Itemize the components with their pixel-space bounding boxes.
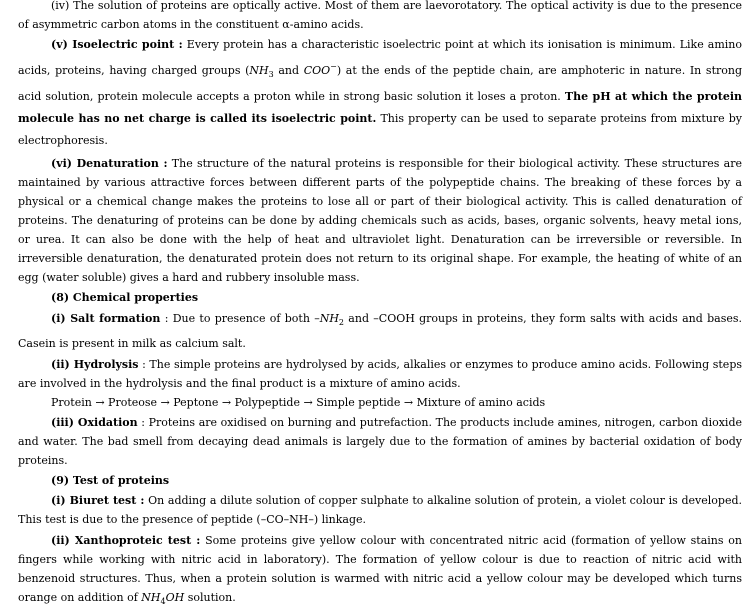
nh3-formula: $NH_3$ (249, 64, 274, 79)
heading-chemical-properties (18, 288, 742, 308)
hydrolysis-flow (18, 393, 742, 413)
denaturation-text: The structure of the natural proteins is responsible for their biological activity. These structures are maintained by various attractive forces between different parts of the polypeptide chains. The breaking of these forces by a physical or a chemical change makes the proteins to lose all or part of their biological activity. This is called denaturation of proteins. The denaturing of proteins can be done by adding chemicals such as acids, bases, organic solvents, heavy metal ions, or urea. It can also be done with the help of heat and ultraviolet light. Denaturation can be irreversible or reversible. In irreversible denaturation, the denaturated protein does not return to its original shape. For example, the heating of white of an egg (water soluble) gives a hard and rubbery insoluble mass. (18, 157, 743, 284)
paragraph-optical-activity (18, 0, 742, 34)
xanthoproteic-test-label: (ii) Xanthoproteic test : (51, 534, 201, 547)
flow-arrow-icon: → (403, 396, 414, 409)
coo-formula: COO− (303, 62, 337, 77)
paragraph-oxidation (18, 413, 742, 470)
isoelectric-text-3: This property can be used to separate proteins from mixture by electrophoresis. (18, 112, 742, 147)
flow-step-protein: Protein (51, 396, 92, 409)
flow-step-polypeptide: Polypeptide (234, 396, 300, 409)
flow-arrow-icon: → (95, 396, 105, 409)
flow-step-amino-acids: Mixture of amino acids (416, 396, 546, 409)
chemical-properties-heading-text: (8) Chemical properties (51, 291, 199, 304)
biuret-text: On adding a dilute solution of copper sulphate to alkaline solution of protein, a violet colour is developed. This test is due to the presence of peptide (–CO–NH–) linkage. (18, 494, 742, 526)
biuret-test-label: (i) Biuret test : (51, 494, 145, 507)
salt-formation-label: (i) Salt formation (51, 312, 161, 325)
oxidation-label: (iii) Oxidation (51, 416, 138, 429)
optical-activity-text: (iv) The solution of proteins are optically active. Most of them are laevorotatory. The optical activity is due to the presence of asymmetric carbon atoms in the constituent α-amino acids. (18, 0, 742, 31)
isoelectric-point-label: (v) Isoelectric point : (51, 38, 183, 51)
flow-step-peptone: Peptone (173, 396, 219, 409)
nh4oh-formula: $NH_4OH$ (141, 591, 185, 606)
heading-test-of-proteins (18, 471, 742, 491)
xanthoproteic-text-2: solution. (184, 591, 236, 604)
paragraph-denaturation (18, 154, 742, 287)
isoelectric-text-2: ) at the ends of the peptide chain, are amphoteric in nature. In strong acid solution, protein molecule accepts a proton while in strong basic solution it loses a proton. (18, 64, 742, 103)
flow-arrow-icon: → (303, 396, 313, 409)
denaturation-label: (vi) Denaturation : (51, 157, 168, 170)
nh2-formula: $NH_2$ (319, 312, 345, 327)
and-text: and (273, 64, 304, 77)
flow-arrow-icon: → (160, 396, 170, 409)
hydrolysis-label: (ii) Hydrolysis (51, 358, 139, 371)
isoelectric-text-1: Every protein has a characteristic isoelectric point at which its ionisation is minimum. Like amino acids, proteins, having charged groups ( (18, 38, 743, 77)
paragraph-hydrolysis (18, 355, 742, 393)
paragraph-salt-formation (18, 308, 742, 354)
paragraph-biuret-test (18, 491, 742, 529)
isoelectric-definition: The pH at which the protein molecule has no net charge is called its isoelectric point. (18, 90, 743, 125)
salt-text-1: : Due to presence of both – (160, 312, 320, 325)
flow-step-proteose: Proteose (108, 396, 158, 409)
paragraph-xanthoproteic-test (18, 531, 742, 611)
hydrolysis-text: : The simple proteins are hydrolysed by acids, alkalies or enzymes to produce amino acids. Following steps are involved in the hydrolysis and the final product is a mixture of amino acids. (18, 358, 743, 390)
flow-arrow-icon: → (221, 396, 232, 409)
paragraph-isoelectric-point (18, 34, 742, 152)
test-of-proteins-heading-text: (9) Test of proteins (51, 474, 170, 487)
xanthoproteic-text-1: Some proteins give yellow colour with concentrated nitric acid (formation of yellow stains on fingers while working with nitric acid in laboratory). The formation of yellow colour is due to reaction of nitric acid with benzenoid structures. Thus, when a protein solution is warmed with nitric acid a yellow colour may be developed which turns orange on addition of (18, 534, 742, 604)
flow-step-simple-peptide: Simple peptide (316, 396, 401, 409)
oxidation-text: : Proteins are oxidised on burning and putrefaction. The products include amines, nitrogen, carbon dioxide and water. The bad smell from decaying dead animals is largely due to the formation of amines by bacterial oxidation of body proteins. (18, 416, 742, 467)
salt-text-2: and –COOH groups in proteins, they form salts with acids and bases. Casein is present in milk as calcium salt. (18, 312, 742, 350)
